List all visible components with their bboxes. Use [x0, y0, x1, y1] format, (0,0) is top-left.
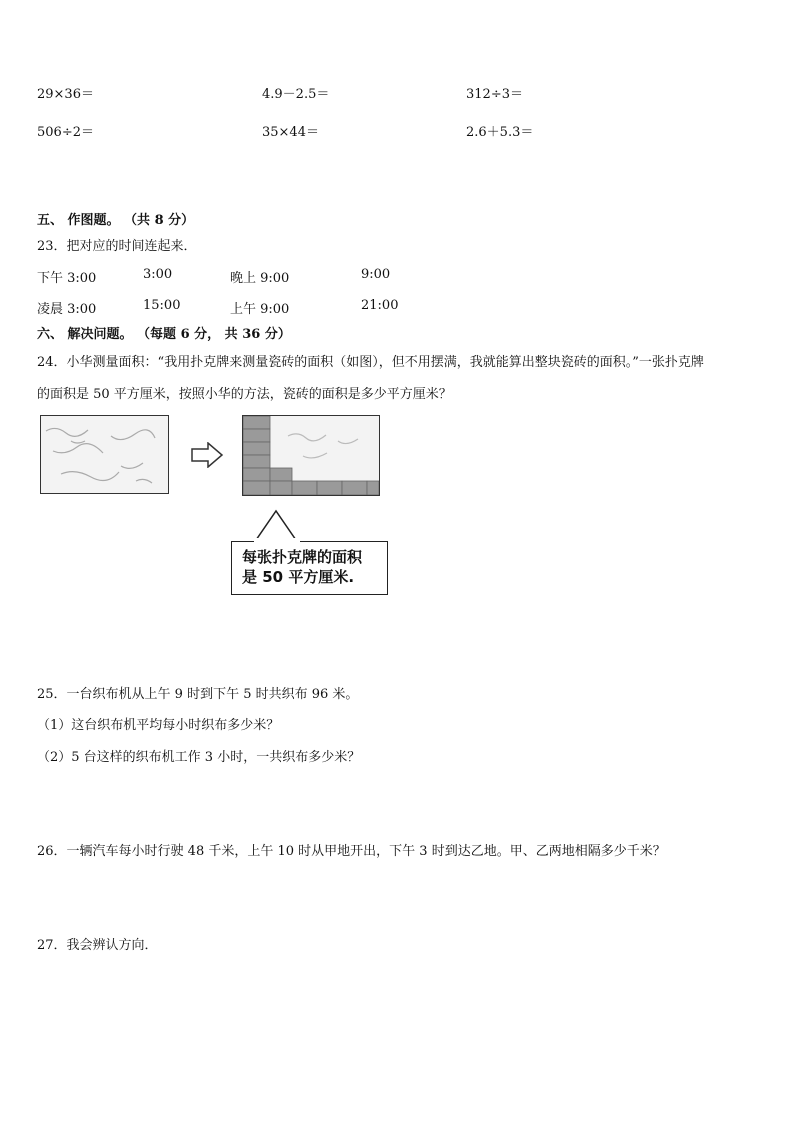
arith-item: 312÷3＝: [466, 87, 523, 102]
arith-item: 35×44＝: [262, 125, 319, 140]
section-heading: 五、 作图题。 （共 8 分）: [37, 213, 195, 228]
question-text: 的面积是 50 平方厘米，按照小华的方法，瓷砖的面积是多少平方厘米？: [37, 387, 452, 402]
question-text: 23．把对应的时间连起来．: [37, 239, 197, 254]
bubble-pointer-cover: [254, 538, 300, 544]
time-label: 9:00: [361, 267, 391, 282]
question-text: 25．一台织布机从上午 9 时到下午 5 时共织布 96 米。: [37, 687, 359, 702]
arith-item: 4.9－2.5＝: [262, 87, 330, 102]
arith-item: 506÷2＝: [37, 125, 94, 140]
tile-texture: [41, 416, 168, 493]
bubble-text-line2: 是 50 平方厘米.: [242, 568, 355, 586]
tile-with-cards-image: [242, 415, 380, 496]
time-label: 凌晨 3:00: [37, 302, 97, 317]
tile-image: [40, 415, 169, 494]
time-label: 15:00: [143, 298, 181, 313]
time-label: 21:00: [361, 298, 399, 313]
cards-layout: [243, 416, 379, 495]
arrow-right-icon: [190, 442, 224, 468]
time-label: 3:00: [143, 267, 173, 282]
time-label: 下午 3:00: [37, 271, 97, 286]
sub-question: （1）这台织布机平均每小时织布多少米？: [37, 718, 280, 733]
time-label: 上午 9:00: [230, 302, 290, 317]
sub-question: （2）5 台这样的织布机工作 3 小时，一共织布多少米？: [37, 750, 361, 765]
question-text: 24．小华测量面积：“我用扑克牌来测量瓷砖的面积（如图），但不用摆满，我就能算出整块瓷砖的面积。”一张扑克牌: [37, 355, 704, 370]
question-text: 26．一辆汽车每小时行驶 48 千米，上午 10 时从甲地开出，下午 3 时到达乙地。甲、乙两地相隔多少千米？: [37, 844, 666, 859]
time-label: 晚上 9:00: [230, 271, 290, 286]
arith-item: 29×36＝: [37, 87, 94, 102]
speech-bubble: [231, 541, 388, 595]
section-heading: 六、 解决问题。 （每题 6 分， 共 36 分）: [37, 327, 291, 342]
question-text: 27．我会辨认方向．: [37, 938, 158, 953]
bubble-text-line1: 每张扑克牌的面积: [242, 548, 363, 566]
arith-item: 2.6＋5.3＝: [466, 125, 534, 140]
